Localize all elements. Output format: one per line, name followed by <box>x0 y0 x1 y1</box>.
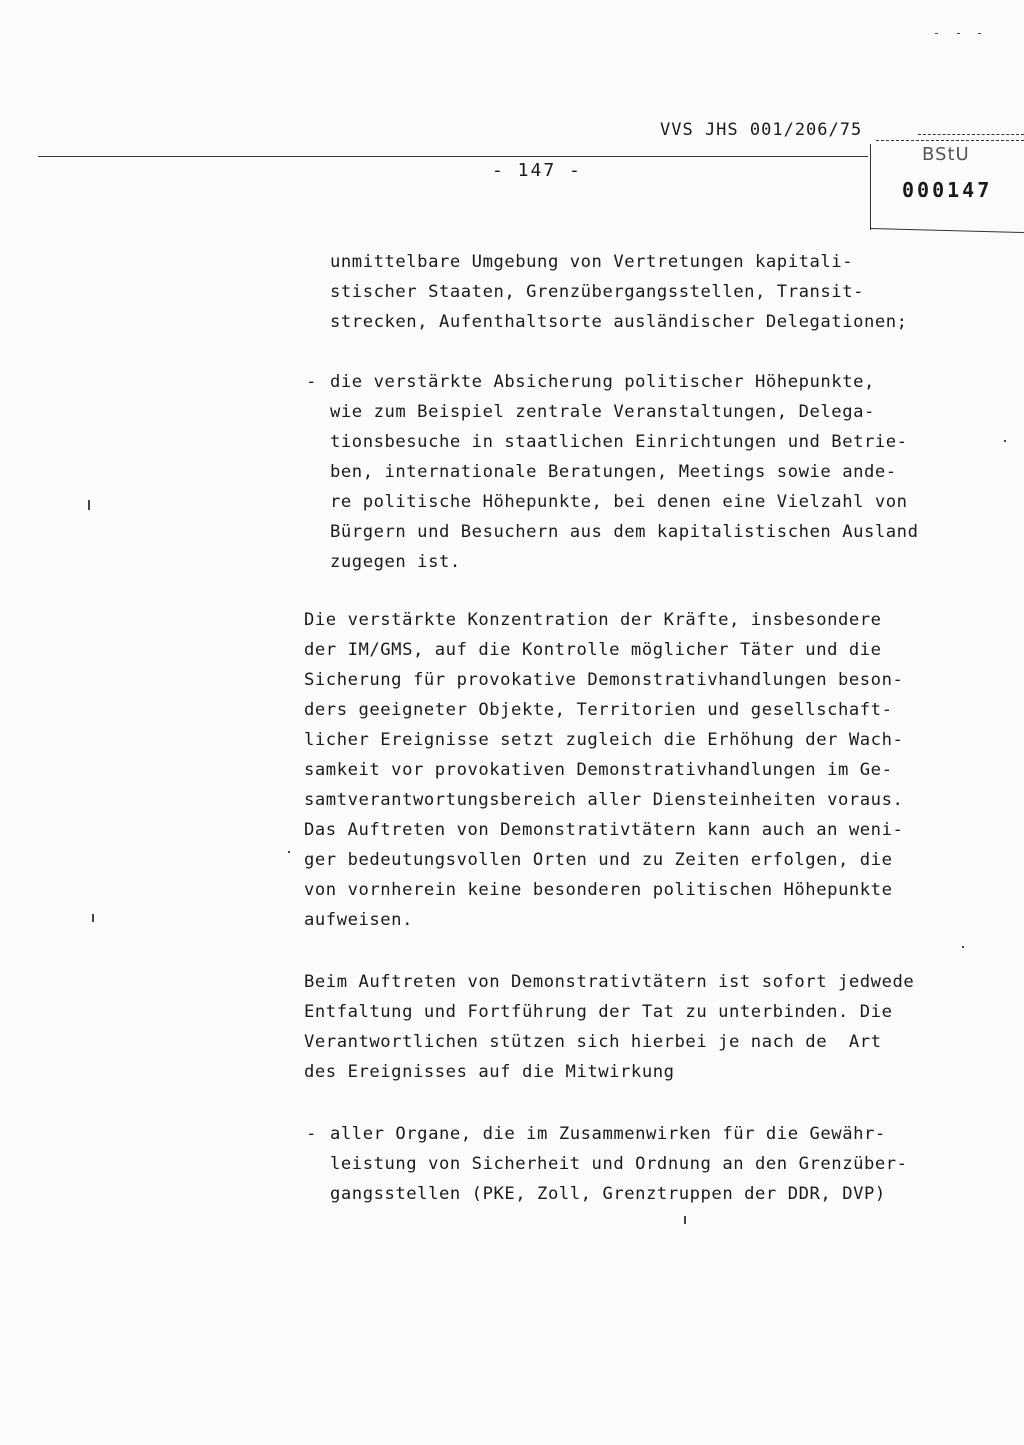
paragraph-continuation: unmittelbare Umgebung von Vertretungen kapitali- stischer Staaten, Grenzübergangsstellen, Transit- strecken, Aufenthaltsorte ausländischer Delegationen; <box>330 252 908 332</box>
scan-speck <box>92 914 94 922</box>
paragraph-concentration: Die verstärkte Konzentration der Kräfte, insbesondere der IM/GMS, auf die Kontrolle möglicher Täter und die Sicherung für provokative Demonstrativhandlungen beson- ders geeigneter Objekte, Territorien und gesellschaft- licher Ereignisse setzt zugleich die Erhöhung der Wach- samkeit vor provokativen Demonstrativhandlungen im Ge- samtverantwortungsbereich aller Diensteinheiten voraus. Das Auftreten von Demonstrativtätern kann auch an weni- ger bedeutungsvollen Orten und zu Zeiten erfolgen, die von vornherein keine besonderen politischen Höhepunkte aufweisen. <box>304 610 904 930</box>
page-number: - 147 - <box>492 160 582 181</box>
archive-stamp <box>866 140 1024 236</box>
scan-speck <box>684 1216 686 1224</box>
bullet-marker: - <box>306 372 317 392</box>
bullet-marker: - <box>306 1124 317 1144</box>
bullet-item-organs: aller Organe, die im Zusammenwirken für die Gewähr- leistung von Sicherheit und Ordnung an den Grenzüber- gangsstellen (PKE, Zoll, Grenztruppen der DDR, DVP) <box>330 1124 908 1204</box>
scan-speck <box>957 33 960 34</box>
stamp-left-border <box>870 144 871 230</box>
paragraph-response: Beim Auftreten von Demonstrativtätern ist sofort jedwede Entfaltung und Fortführung der Tat zu unterbinden. Die Verantwortlichen stützen sich hierbei je nach de Art des Ereignisses auf die Mitwirkung <box>304 972 915 1082</box>
scan-speck <box>962 946 964 948</box>
scan-speck <box>978 33 981 34</box>
bullet-item-political-events: die verstärkte Absicherung politischer Höhepunkte, wie zum Beispiel zentrale Veranstaltungen, Delega- tionsbesuche in staatlichen Einrichtungen und Betrie- ben, internationale Beratungen, Meetings sowie ande- re politische Höhepunkte, bei denen eine Vielzahl von Bürgern und Besuchern aus dem kapitalistischen Ausland zugegen ist. <box>330 372 919 572</box>
header-dashed-rule <box>918 134 1024 135</box>
scan-speck <box>935 33 938 34</box>
stamp-label: BStU <box>922 144 970 165</box>
scan-speck <box>88 500 90 510</box>
scan-speck <box>1004 440 1006 442</box>
document-reference: VVS JHS 001/206/75 <box>660 120 863 140</box>
stamp-number: 000147 <box>902 178 993 202</box>
stamp-bottom-border <box>870 228 1024 233</box>
header-rule <box>38 156 868 157</box>
stamp-top-border <box>876 140 1024 141</box>
scan-speck <box>288 851 290 853</box>
